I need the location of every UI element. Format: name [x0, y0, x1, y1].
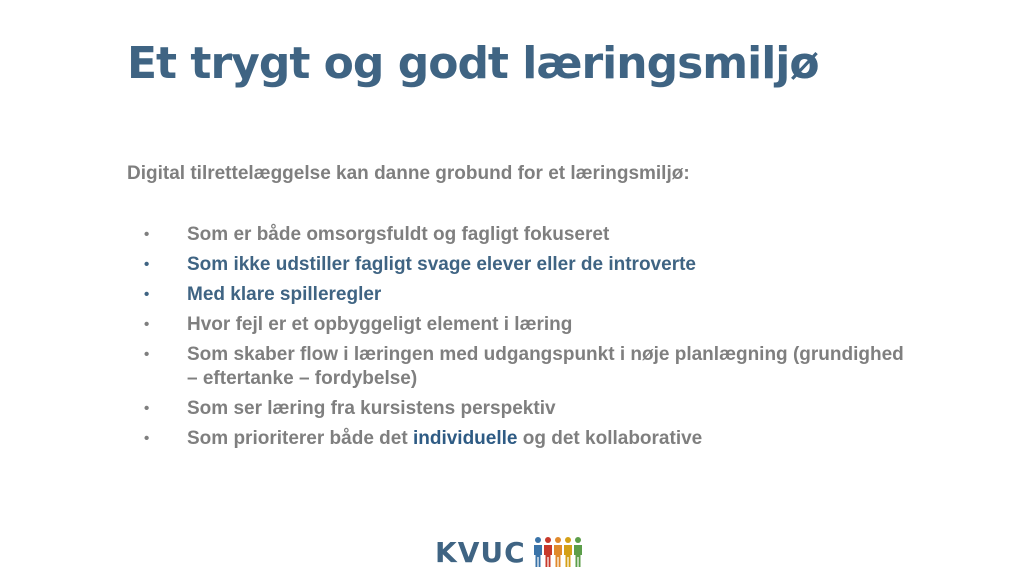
bullet-dot: •	[144, 286, 150, 303]
bullet-text: Som ser læring fra kursistens perspektiv	[187, 398, 556, 419]
person-figure-icon	[534, 537, 542, 567]
bullet-text-after: og det kollaborative	[517, 428, 703, 449]
bullet-dot: •	[144, 226, 150, 243]
person-figure-icon	[564, 537, 572, 567]
bullet-item	[144, 313, 904, 337]
intro-text: Digital tilrettelæggelse kan danne grobund for et læringsmiljø:	[127, 163, 690, 184]
bullet-dot: •	[144, 316, 150, 333]
bullet-text: Hvor fejl er et opbyggeligt element i læring	[187, 314, 573, 335]
person-figure-icon	[544, 537, 552, 567]
bullet-item	[144, 253, 904, 277]
bullet-list	[144, 223, 904, 457]
bullet-dot: •	[144, 256, 150, 273]
bullet-item	[144, 343, 904, 391]
logo-text: KVUC	[435, 536, 526, 569]
bullet-item	[144, 397, 904, 421]
slide-title: Et trygt og godt læringsmiljø	[127, 38, 819, 89]
kvuc-logo	[435, 536, 583, 568]
bullet-dot: •	[144, 430, 150, 447]
bullet-text: Med klare spilleregler	[187, 284, 382, 305]
bullet-text-before: Som prioriterer både det	[187, 428, 413, 449]
bullet-text: Som ikke udstiller fagligt svage elever eller de introverte	[187, 254, 696, 275]
bullet-accent-word: individuelle	[412, 428, 518, 449]
bullet-dot: •	[144, 346, 150, 363]
person-figure-icon	[554, 537, 562, 567]
bullet-text: Som skaber flow i læringen med udgangspunkt i nøje planlægning (grundighed – eftertanke – fordybelse)	[187, 344, 904, 389]
bullet-text: Som er både omsorgsfuldt og fagligt fokuseret	[187, 224, 610, 245]
bullet-item	[144, 223, 904, 247]
bullet-dot: •	[144, 400, 150, 417]
person-figure-icon	[574, 537, 582, 567]
bullet-item	[144, 427, 904, 451]
bullet-text	[187, 428, 702, 449]
bullet-item	[144, 283, 904, 307]
people-figures-icon	[533, 536, 583, 568]
